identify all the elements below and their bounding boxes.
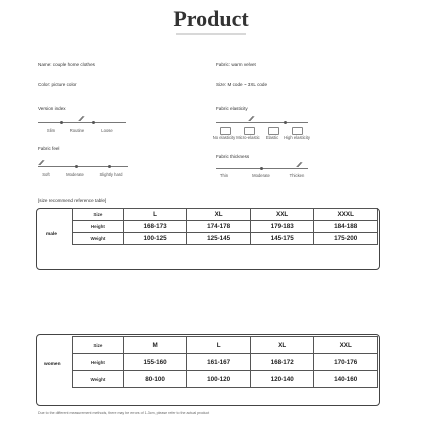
table-cell: 175-200: [314, 233, 378, 245]
elasticity-scale: [216, 122, 308, 123]
selected-marker-icon: ∕∕: [39, 160, 44, 167]
scale-dot: [92, 121, 95, 124]
selected-marker-icon: ∕∕: [249, 116, 254, 123]
page-title: Product: [173, 6, 249, 31]
fabric-icon: [244, 127, 255, 135]
table-cell: 145-175: [250, 233, 314, 245]
table-cell: 100-120: [187, 371, 251, 388]
table-cell: M: [123, 337, 187, 354]
table-cell: 174-178: [187, 221, 251, 233]
fabric-feel-scale: [38, 166, 128, 167]
scale-tick: Soft: [42, 172, 50, 177]
table-cell: XXL: [314, 337, 378, 354]
women-size-table: [72, 336, 378, 388]
scale-tick: High elasticity: [284, 135, 310, 140]
selected-marker-icon: ∕∕: [297, 162, 302, 169]
table-row: [73, 371, 378, 388]
scale-dot: [60, 121, 63, 124]
table-row: [73, 221, 378, 233]
male-label: male: [46, 232, 57, 237]
table-cell: 100-125: [123, 233, 187, 245]
table-cell: XL: [187, 209, 251, 221]
title-divider: [176, 33, 246, 35]
scale-tick: Thicken: [289, 173, 305, 178]
table-cell: L: [123, 209, 187, 221]
fabric-icon: [268, 127, 279, 135]
size-table-note: [size recommend reference table]: [38, 198, 107, 203]
scale-dot: [108, 165, 111, 168]
elasticity-title: Fabric elasticity: [216, 106, 248, 111]
product-color: Color: picture color: [38, 82, 77, 87]
table-cell: 168-172: [250, 354, 314, 371]
table-cell: 155-160: [123, 354, 187, 371]
fabric-icon: [292, 127, 303, 135]
table-cell: 161-167: [187, 354, 251, 371]
table-cell: 179-183: [250, 221, 314, 233]
fabric-icon: [220, 127, 231, 135]
table-cell: 125-145: [187, 233, 251, 245]
row-label: Weight: [73, 371, 124, 388]
measurement-footnote: Due to the different measurement methods, there may be errors of 1-3cm, please refer to the actual product: [38, 411, 210, 415]
scale-tick: Moderate: [66, 172, 84, 177]
male-size-table: [72, 208, 378, 245]
fabric-feel-title: Fabric feel: [38, 146, 60, 151]
table-cell: 184-188: [314, 221, 378, 233]
scale-tick: Moderate: [252, 173, 270, 178]
table-cell: XL: [250, 337, 314, 354]
table-cell: 168-173: [123, 221, 187, 233]
scale-tick: No elasticity: [212, 135, 236, 140]
selected-marker-icon: ∕∕: [79, 116, 84, 123]
scale-tick: Loose: [101, 128, 113, 133]
version-index-title: Version index: [38, 106, 66, 111]
scale-tick: Thin: [219, 173, 229, 178]
table-row: [73, 354, 378, 371]
scale-dot: [75, 165, 78, 168]
row-label: Height: [73, 221, 124, 233]
women-label: women: [44, 362, 61, 367]
row-label: Weight: [73, 233, 124, 245]
scale-tick: Micro-elastic: [236, 135, 260, 140]
table-cell: 170-176: [314, 354, 378, 371]
scale-tick: Routine: [69, 128, 85, 133]
table-cell: L: [187, 337, 251, 354]
product-name: Name: couple home clothes: [38, 62, 95, 67]
table-cell: 80-100: [123, 371, 187, 388]
table-cell: 120-140: [250, 371, 314, 388]
fabric-thickness-title: Fabric thickness: [216, 154, 250, 159]
row-label: Size: [73, 209, 124, 221]
row-label: Height: [73, 354, 124, 371]
scale-tick: Elastic: [265, 135, 279, 140]
table-row: [73, 209, 378, 221]
table-cell: 140-160: [314, 371, 378, 388]
scale-tick: Slim: [46, 128, 56, 133]
table-cell: XXL: [250, 209, 314, 221]
row-label: Size: [73, 337, 124, 354]
product-fabric: Fabric: warm velvet: [216, 62, 256, 67]
scale-dot: [260, 167, 263, 170]
scale-dot: [284, 121, 287, 124]
scale-tick: Slightly hard: [99, 172, 123, 177]
table-row: [73, 233, 378, 245]
version-index-scale: [38, 122, 126, 123]
table-row: [73, 337, 378, 354]
table-cell: XXXL: [314, 209, 378, 221]
product-size-range: Size: M code ~ 3XL code: [216, 82, 268, 87]
